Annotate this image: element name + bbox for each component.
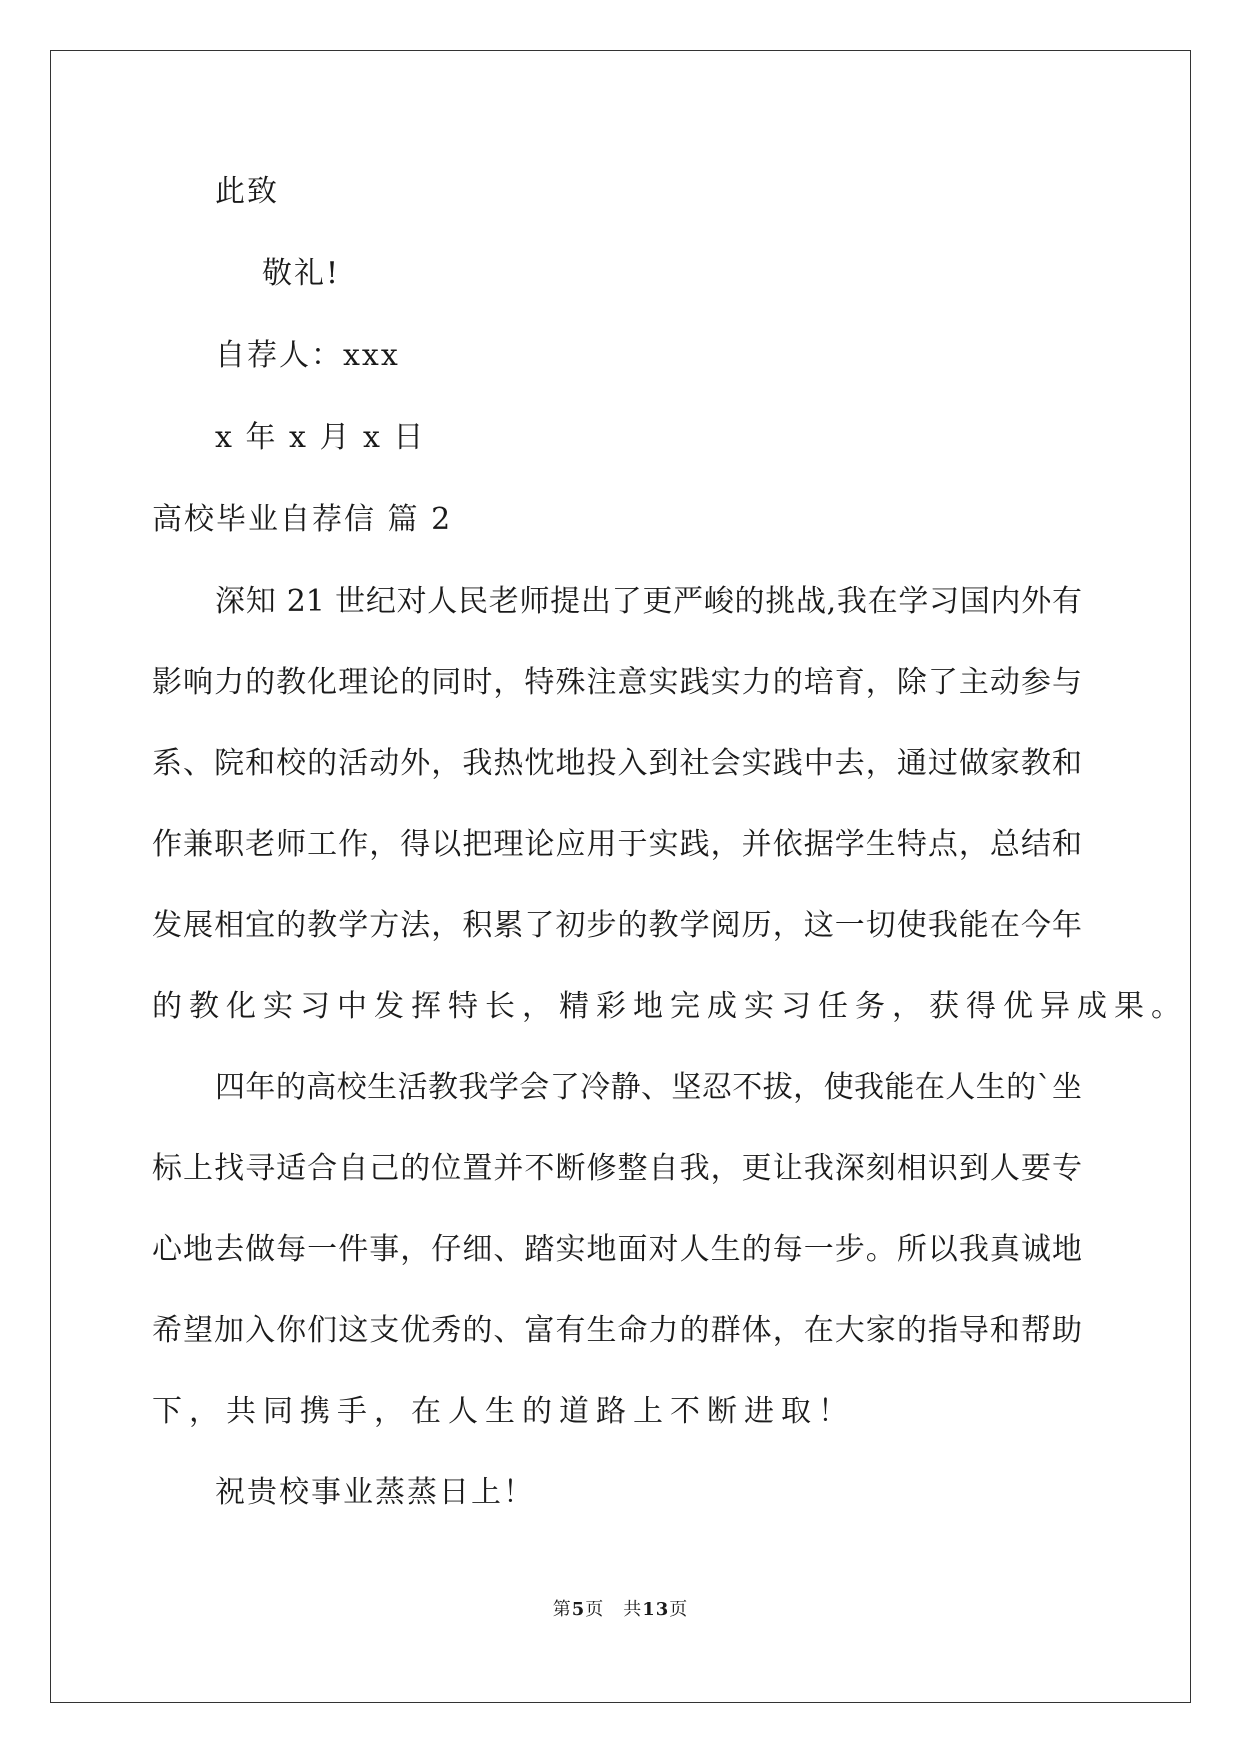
paragraph-1-line-3: 系、院和校的活动外，我热忱地投入到社会实践中去，通过做家教和: [152, 746, 1082, 781]
salute-line: 敬礼!: [262, 256, 341, 291]
closing-wish-line: 祝贵校事业蒸蒸日上！: [215, 1475, 535, 1510]
paragraph-1-line-6: 的教化实习中发挥特长，精彩地完成实习任务，获得优异成果。: [152, 989, 1188, 1024]
signature-line: 自荐人：xxx: [215, 338, 400, 373]
paragraph-2-line-5: 下，共同携手，在人生的道路上不断进取！: [152, 1394, 855, 1429]
total-page-number: 13: [642, 1599, 670, 1620]
footer-middle: 页 共: [585, 1599, 643, 1620]
paragraph-2-line-2: 标上找寻适合自己的位置并不断修整自我，更让我深刻相识到人要专: [152, 1151, 1082, 1186]
date-line: x 年 x 月 x 日: [215, 420, 426, 455]
paragraph-1-line-4: 作兼职老师工作，得以把理论应用于实践，并依据学生特点，总结和: [152, 827, 1082, 862]
footer-suffix: 页: [669, 1599, 689, 1620]
paragraph-2-line-1: 四年的高校生活教我学会了冷静、坚忍不拔，使我能在人生的`坐: [215, 1070, 1082, 1105]
current-page-number: 5: [571, 1599, 586, 1620]
closing-line: 此致: [215, 174, 279, 209]
paragraph-1-line-1: 深知 21 世纪对人民老师提出了更严峻的挑战,我在学习国内外有: [215, 584, 1082, 619]
section-heading: 高校毕业自荐信 篇 2: [152, 502, 453, 537]
page-border: [50, 50, 1191, 1703]
paragraph-1-line-5: 发展相宜的教学方法，积累了初步的教学阅历，这一切使我能在今年: [152, 908, 1082, 943]
paragraph-1-line-2: 影响力的教化理论的同时，特殊注意实践实力的培育，除了主动参与: [152, 665, 1082, 700]
page-footer: [0, 1598, 1241, 1622]
paragraph-2-line-4: 希望加入你们这支优秀的、富有生命力的群体，在大家的指导和帮助: [152, 1313, 1082, 1348]
footer-prefix: 第: [552, 1599, 572, 1620]
paragraph-2-line-3: 心地去做每一件事，仔细、踏实地面对人生的每一步。所以我真诚地: [152, 1232, 1082, 1267]
